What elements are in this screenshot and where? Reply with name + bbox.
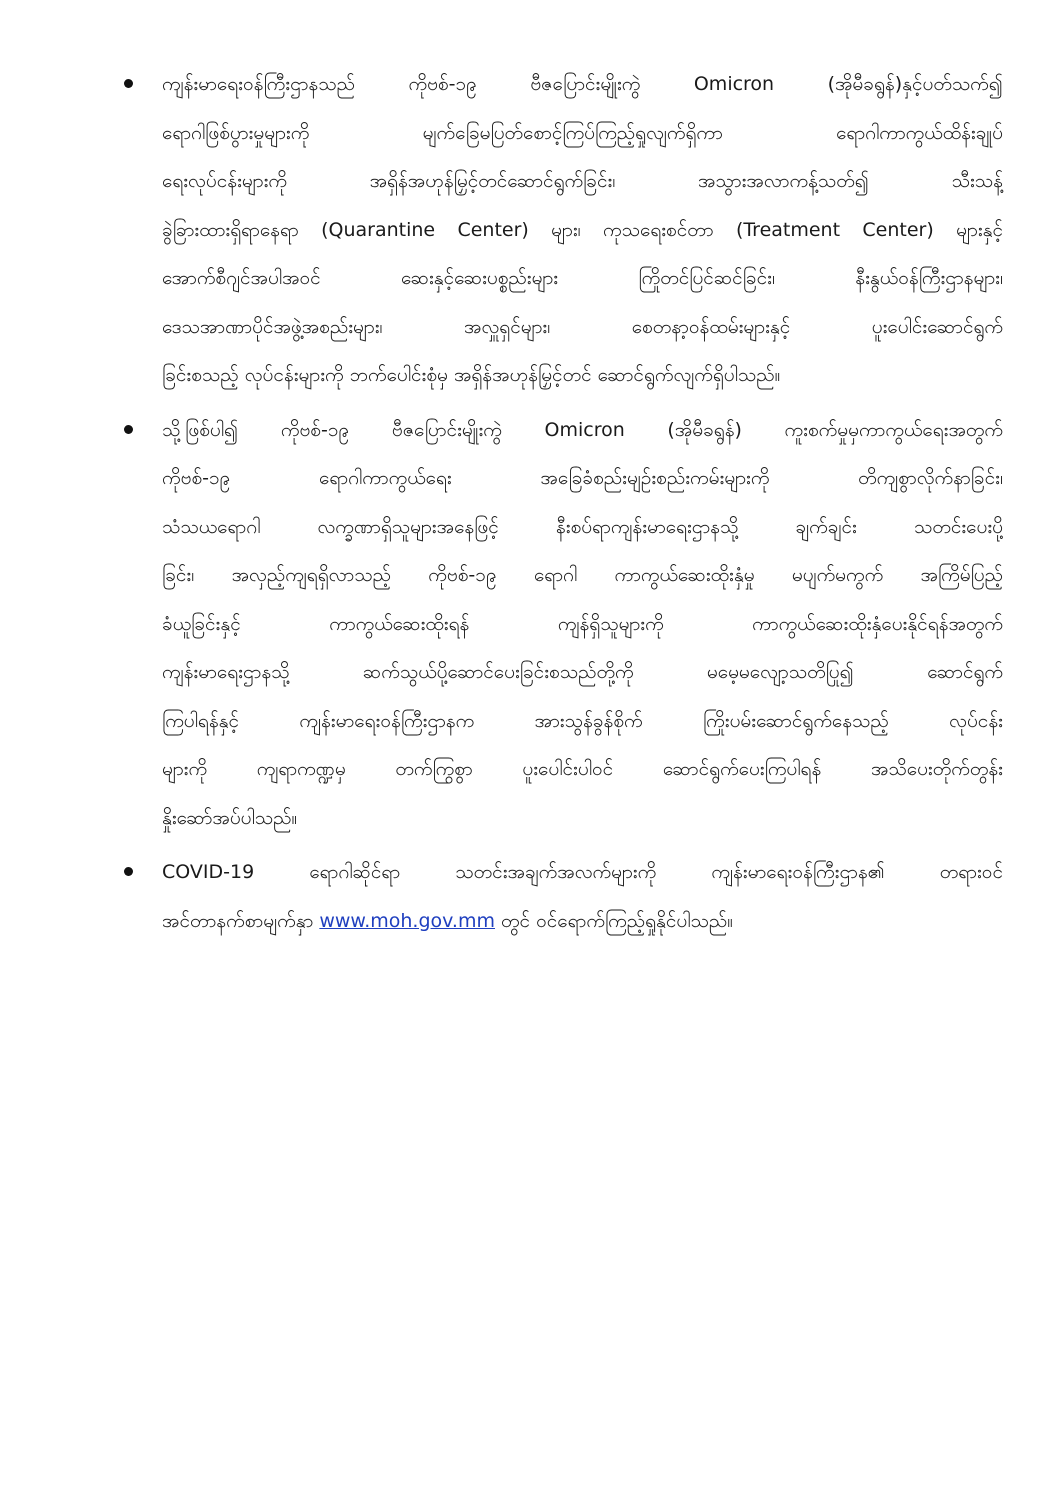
paragraph-line: ကျန်းမာရေးဝန်ကြီးဌာနသည် ကိုဗစ်-၁၉ ဗီဇပြောင်းမျိုးကွဲ Omicron (အိုမီခရွန်)နှင့်ပတ်သက်၍ bbox=[162, 73, 1003, 95]
bullet-item-prevention bbox=[118, 406, 1003, 843]
paragraph-line: ရေးလုပ်ငန်းများကို အရှိန်အဟုန်မြှင့်တင်ဆောင်ရွက်ခြင်း၊ အသွားအလာကန့်သတ်၍ သီးသန့် bbox=[162, 170, 1003, 192]
paragraph-line: ခြင်း၊ အလှည့်ကျရရှိလာသည့် ကိုဗစ်-၁၉ ရောဂါ ကာကွယ်ဆေးထိုးနှံမှု မပျက်မကွက် အကြိမ်ပြည့် bbox=[162, 564, 1003, 586]
moh-website-link[interactable]: www.moh.gov.mm bbox=[319, 909, 495, 932]
bullet-list bbox=[118, 60, 1003, 951]
paragraph-line-with-link bbox=[162, 897, 1003, 946]
paragraph-line: ခြင်းစသည့် လုပ်ငန်းများကို ဘက်ပေါင်းစုံမှ အရှိန်အဟုန်မြှင့်တင် ဆောင်ရွက်လျက်ရှိပါသည်။ bbox=[162, 364, 781, 386]
link-suffix-text: တွင် ဝင်ရောက်ကြည့်ရှုနိုင်ပါသည်။ bbox=[494, 909, 733, 932]
paragraph-line: အောက်စီဂျင်အပါအဝင် ဆေးနှင့်ဆေးပစ္စည်းများ ကြိုတင်ပြင်ဆင်ခြင်း၊ နီးနွယ်ဝန်ကြီးဌာနများ၊ bbox=[162, 267, 1003, 289]
link-prefix-text: အင်တာနက်စာမျက်နှာ bbox=[162, 909, 320, 932]
paragraph-line: သံသယရောဂါ လက္ခဏာရှိသူများအနေဖြင့် နီးစပ်ရာကျန်းမာရေးဌာနသို့ ချက်ချင်း သတင်းပေးပို့ bbox=[162, 515, 1003, 538]
paragraph-line: ကြပါရန်နှင့် ကျန်းမာရေးဝန်ကြီးဌာနက အားသွန်ခွန်စိုက် ကြိုးပမ်းဆောင်ရွက်နေသည့် လုပ်ငန်း bbox=[162, 709, 1003, 732]
bullet-dot bbox=[124, 79, 133, 88]
paragraph-line: နှိုးဆော်အပ်ပါသည်။ bbox=[162, 806, 298, 829]
bullet-item-monitoring bbox=[118, 60, 1003, 400]
paragraph-line: ကိုဗစ်-၁၉ ရောဂါကာကွယ်ရေး အခြေခံစည်းမျဉ်းစည်းကမ်းများကို တိကျစွာလိုက်နာခြင်း၊ bbox=[162, 467, 1003, 489]
paragraph-line: ခံယူခြင်းနှင့် ကာကွယ်ဆေးထိုးရန် ကျန်ရှိသူများကို ကာကွယ်ဆေးထိုးနှံပေးနိုင်ရန်အတွက် bbox=[162, 612, 1003, 635]
bullet-dot bbox=[124, 867, 133, 876]
paragraph-line: သို့ဖြစ်ပါ၍ ကိုဗစ်-၁၉ ဗီဇပြောင်းမျိုးကွဲ Omicron (အိုမီခရွန်) ကူးစက်မှုမှကာကွယ်ရေးအတွက် bbox=[162, 418, 1003, 441]
paragraph-line: ဒေသအာဏာပိုင်အဖွဲ့အစည်းများ၊ အလှူရှင်များ၊ စေတနာ့ဝန်ထမ်းများနှင့် ပူးပေါင်းဆောင်ရွက် bbox=[162, 315, 1003, 338]
paragraph-line: များကို ကျရာကဏ္ဍမှ တက်ကြွစွာ ပူးပေါင်းပါဝင် ဆောင်ရွက်ပေးကြပါရန် အသိပေးတိုက်တွန်း bbox=[162, 758, 1003, 780]
paragraph-line: ခွဲခြားထားရှိရာနေရာ (Quarantine Center) များ၊ ကုသရေးစင်တာ (Treatment Center) များနှင့် bbox=[162, 218, 1003, 241]
paragraph-line: ကျန်းမာရေးဌာနသို့ ဆက်သွယ်ပို့ဆောင်ပေးခြင်းစသည်တို့ကို မမေ့မလျော့သတိပြု၍ ဆောင်ရွက် bbox=[162, 661, 1003, 683]
paragraph-line: COVID-19 ရောဂါဆိုင်ရာ သတင်းအချက်အလက်များကို ကျန်းမာရေးဝန်ကြီးဌာန၏ တရားဝင် bbox=[162, 861, 1003, 883]
paragraph-line: ရောဂါဖြစ်ပွားမှုများကို မျက်ခြေမပြတ်စောင့်ကြပ်ကြည့်ရှုလျက်ရှိကာ ရောဂါကာကွယ်ထိန်းချုပ် bbox=[162, 121, 1003, 144]
bullet-item-website bbox=[118, 848, 1003, 945]
bullet-dot bbox=[124, 425, 133, 434]
